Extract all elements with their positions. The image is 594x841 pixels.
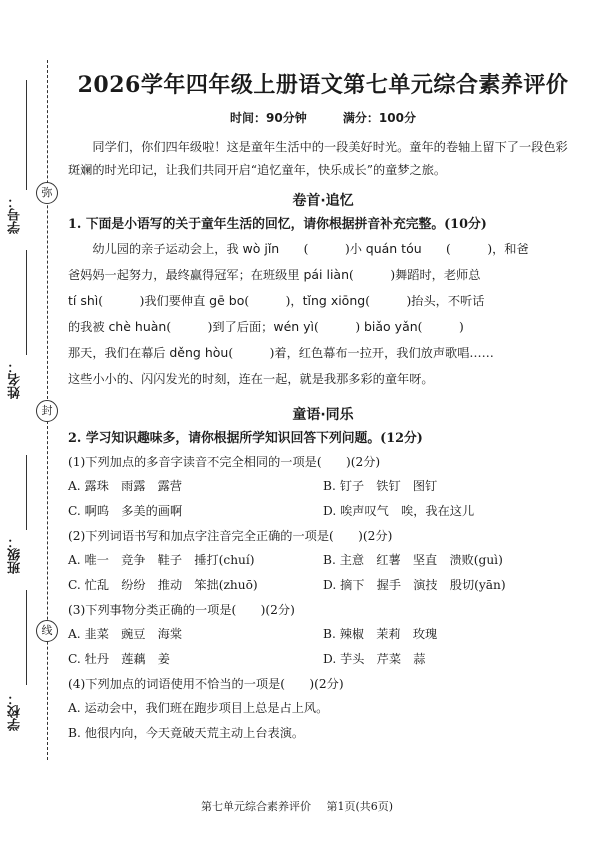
passage-line-5: 那天，我们在幕后 děng hòu( )着，红色幕布一拉开，我们放声歌唱……	[68, 340, 578, 366]
section-title-1: 卷首·追忆	[292, 193, 354, 209]
student-name-label: 姓名：	[8, 360, 23, 399]
subquestion-1-title: (1)下列加点的多音字读音不完全相同的一项是( )(2分)	[68, 455, 381, 469]
pinyin: gē bo	[209, 293, 245, 308]
pinyin: děng hòu	[169, 345, 229, 360]
exam-score: 满分：100分	[342, 111, 416, 125]
option-b[interactable]: B. 钉子 铁钉 图钉	[323, 479, 438, 493]
pinyin: biǎo yǎn	[363, 319, 418, 334]
pinyin: pái liàn	[303, 267, 350, 282]
option-d[interactable]: D. 芋头 芹菜 蒜	[323, 652, 426, 666]
pinyin: quán tóu	[365, 241, 422, 256]
subquestion-4-title: (4)下列加点的词语使用不恰当的一项是( )(2分)	[68, 677, 344, 691]
footer-page: 第1页(共6页)	[326, 800, 394, 813]
subquestion-1-options	[68, 474, 578, 499]
option-d[interactable]: D. 摘下 握手 演技 殷切(yān)	[323, 578, 506, 592]
page-footer	[0, 798, 594, 814]
answer-blank[interactable]: ( )	[98, 294, 145, 308]
option-b[interactable]: B. 他很内向，今天竟破天荒主动上台表演。	[68, 726, 305, 740]
pinyin: wò jǐn	[242, 241, 280, 256]
option-a[interactable]: A. 韭菜 豌豆 海棠	[68, 627, 183, 641]
option-a[interactable]: A. 唯一 竞争 鞋子 捶打(chuí)	[68, 553, 255, 567]
question-2-title: 2. 学习知识趣味多，请你根据所学知识回答下列问题。(12分)	[68, 431, 423, 446]
seal-circle-xian: 线	[36, 620, 58, 642]
exam-content	[68, 58, 578, 746]
answer-blank[interactable]: ( )	[349, 268, 396, 282]
passage-line-6: 这些小小的、闪闪发光的时刻，连在一起，就是我那多彩的童年呀。	[68, 372, 434, 386]
passage-line-1: 幼儿园的亲子运动会上，我 wò jǐn ( )小 quán tóu ( )，和爸	[68, 236, 578, 262]
answer-blank[interactable]: ( )	[303, 242, 350, 256]
subquestion-3-options	[68, 622, 578, 647]
pinyin: tí shì	[68, 293, 99, 308]
binding-margin	[0, 60, 60, 760]
student-id-line[interactable]	[26, 80, 27, 190]
student-id-label: 学号：	[8, 195, 23, 234]
option-b[interactable]: B. 辣椒 茉莉 玫瑰	[323, 627, 438, 641]
exam-title: 2026学年四年级上册语文第七单元综合素养评价	[77, 72, 569, 98]
seal-circle-mi: 弥	[36, 182, 58, 204]
question-1-passage	[68, 236, 578, 392]
option-b[interactable]: B. 主意 红薯 坚直 溃败(guì)	[323, 553, 503, 567]
section-title-2: 童语·同乐	[292, 407, 354, 423]
subquestion-3-title: (3)下列事物分类正确的一项是( )(2分)	[68, 603, 295, 617]
pinyin: wén yì	[273, 319, 315, 334]
pinyin: chè huàn	[108, 319, 167, 334]
answer-blank[interactable]: ( )	[228, 346, 275, 360]
school-label: 学校：	[8, 692, 23, 731]
answer-blank[interactable]: ( )	[244, 294, 291, 308]
exam-meta	[68, 109, 578, 126]
question-1-title: 1. 下面是小语写的关于童年生活的回忆，请你根据拼音补充完整。(10分)	[68, 217, 487, 232]
answer-blank[interactable]: ( )	[365, 294, 412, 308]
seal-circle-feng: 封	[36, 400, 58, 422]
class-label: 班级：	[8, 535, 23, 574]
option-a[interactable]: A. 露珠 雨露 露营	[68, 479, 183, 493]
subquestion-2-title: (2)下列词语书写和加点字注音完全正确的一项是( )(2分)	[68, 529, 393, 543]
answer-blank[interactable]: ( )	[166, 320, 213, 334]
option-a[interactable]: A. 运动会中，我们班在跑步项目上总是占上风。	[68, 701, 329, 715]
class-line[interactable]	[26, 455, 27, 530]
passage-line-2: 爸妈妈一起努力，最终赢得冠军；在班级里 pái liàn( )舞蹈时，老师总	[68, 262, 578, 288]
option-c[interactable]: C. 牡丹 莲藕 姜	[68, 652, 170, 666]
passage-line-4: 的我被 chè huàn( )到了后面；wén yì( ) biǎo yǎn( )	[68, 314, 578, 340]
answer-blank[interactable]: ( )	[417, 320, 464, 334]
answer-blank[interactable]: ( )	[446, 242, 493, 256]
option-c[interactable]: C. 忙乱 纷纷 推动 笨拙(zhuō)	[68, 578, 258, 592]
option-d[interactable]: D. 唉声叹气 唉，我在这儿	[323, 504, 475, 518]
pinyin: tǐng xiōng	[302, 293, 366, 308]
school-line[interactable]	[26, 590, 27, 685]
option-c[interactable]: C. 啊呜 多美的画啊	[68, 504, 183, 518]
intro-paragraph: 同学们，你们四年级啦！这是童年生活中的一段美好时光。童年的卷轴上留下了一段色彩斑斓的时光印记，让我们共同开启“追忆童年，快乐成长”的童梦之旅。	[68, 140, 568, 177]
footer-unit: 第七单元综合素养评价	[200, 800, 311, 813]
subquestion-2-options	[68, 548, 578, 573]
student-name-line[interactable]	[26, 250, 27, 355]
exam-time: 时间：90分钟	[230, 111, 307, 125]
answer-blank[interactable]: ( )	[314, 320, 361, 334]
passage-line-3: tí shì( )我们要伸直 gē bo( )，tǐng xiōng( )抬头，不听话	[68, 288, 578, 314]
